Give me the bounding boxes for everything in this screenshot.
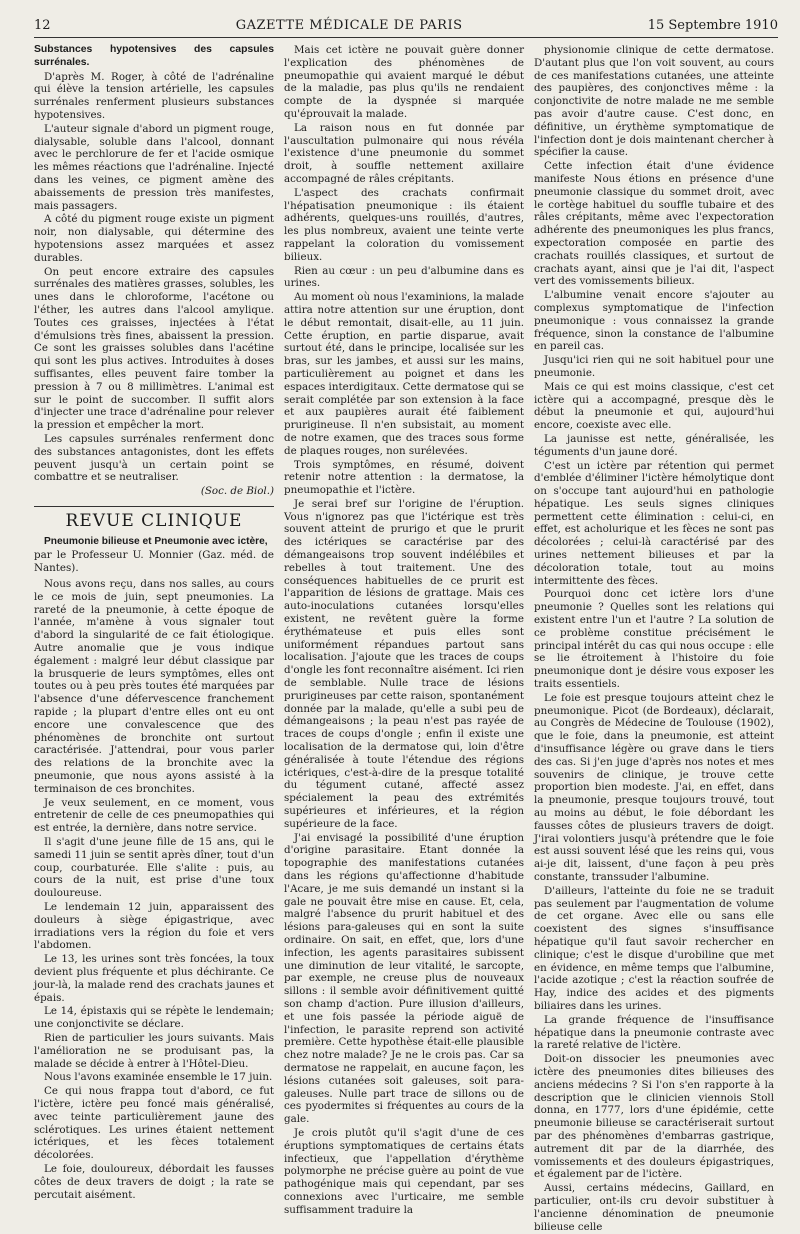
- column-middle: [284, 44, 524, 1234]
- journal-title: GAZETTE MÉDICALE DE PARIS: [235, 18, 463, 33]
- paragraph: Le foie, douloureux, débordait les fausses côtes de deux travers de doigt ; la rate se percutait aisément.: [34, 1162, 274, 1201]
- page-number: 12: [34, 18, 51, 33]
- page-header: [34, 18, 778, 38]
- paragraph: Le 13, les urines sont très foncées, la toux devient plus fréquente et plus déchirante. Ce jour-là, la malade rend des crachats jaunes et épais.: [34, 953, 274, 1004]
- paragraph: J'ai envisagé la possibilité d'une éruption d'origine parasitaire. Etant donnée la topographie des manifestations cutanées dans les régions qu'affectionne d'habitude l'Acare, je me suis demandé un instant si la gale ne pouvait être mise en cause. Et, cela, malgré l'absence du prurit habituel et des lésions para-galeuses qui en sont la suite ordinaire. On sait, en effet, que, lors d'une infection, les agents parasitaires subissent une diminution de leur vitalité, le sarcopte, par exemple, ne creuse plus de nouveaux sillons : il semble avoir définitivement quitté son champ d'action. Pure illusion d'ailleurs, et une fois passée la période aiguë de l'infection, le parasite reprend son activité première. Cette hypothèse était-elle plausible chez notre malade? Je ne le crois pas. Car sa dermatose ne rappelait, en aucune façon, les lésions cutanées soit galeuses, soit para-galeuses. Nulle part trace de sillons ou de ces pyodermites si fréquentes au cours de la gale.: [284, 831, 524, 1126]
- paragraph: Le foie est presque toujours atteint chez le pneumonique. Picot (de Bordeaux), déclarait, au Congrès de Médecine de Toulouse (1902), que le foie, dans la pneumonie, est atteint d'insuffisance légère ou grave dans le tiers des cas. Si j'en juge d'après nos notes et mes souvenirs de clinique, je trouve cette proportion bien modeste. J'ai, en effet, dans la pneumonie, presque toujours trouvé, tout au moins au début, le foie débordant les fausses côtes de plusieurs travers de doigt. J'irai volontiers jusqu'à prétendre que le foie est aussi souvent lésé que les reins qui, vous ai-je dit, laissent, d'une façon à peu près constante, transsuder l'albumine.: [534, 691, 774, 883]
- article-title: Pneumonie bilieuse et Pneumonie avec ictère,: [44, 535, 268, 547]
- column-left: [34, 44, 274, 1234]
- paragraph: C'est un ictère par rétention qui permet d'emblée d'éliminer l'ictère hémolytique dont on s'occupe tant aujourd'hui en pathologie hépatique. Les seuls signes cliniques permettent cette élimination : celui-ci, en effet, est acholurique et les fèces ne sont pas décolorées ; celui-là caractérisé par des urines nettement bilieuses et par la décoloration totale, tout au moins intermittente des fèces.: [534, 459, 774, 587]
- column-right: [534, 44, 774, 1234]
- paragraph: Jusqu'ici rien qui ne soit habituel pour une pneumonie.: [534, 354, 774, 379]
- paragraph: L'albumine venait encore s'ajouter au complexus symptomatique de l'infection pneumonique : vous connaissez la grande fréquence, sinon la constance de l'albumine en pareil cas.: [534, 289, 774, 353]
- paragraph: Le lendemain 12 juin, apparaissent des douleurs à siège épigastrique, avec irradiations vers la région du foie et vers l'abdomen.: [34, 901, 274, 952]
- paragraph: Le 14, épistaxis qui se répète le lendemain; une conjonctivite se déclare.: [34, 1005, 274, 1031]
- paragraph: Ce qui nous frappa tout d'abord, ce fut l'ictère, ictère peu foncé mais généralisé, avec teinte particulièrement jaune des sclérotiques. Les urines étaient nettement ictériques, et les fèces totalement décolorées.: [34, 1085, 274, 1162]
- paragraph: Au moment où nous l'examinions, la malade attira notre attention sur une éruption, dont le début remontait, disait-elle, au 11 juin. Cette éruption, en partie disparue, avait surtout été, dans le principe, localisée sur les bras, sur les jambes, et aussi sur les mains, particulièrement au poignet et dans les espaces interdigitaux. Cette dermatose qui se serait complétée par son extension à la face et aux paupières aurait été faiblement prurigineuse. Il n'en subsistait, au moment de notre examen, que des traces sous forme de plaques rouges, non surélevées.: [284, 291, 524, 457]
- article-byline: par le Professeur U. Monnier (Gaz. méd. de Nantes).: [34, 549, 274, 575]
- paragraph: L'auteur signale d'abord un pigment rouge, dialysable, soluble dans l'alcool, donnant avec le perchlorure de fer et l'acide osmique les mêmes réactions que l'adrénaline. Injecté dans les veines, ce pigment amène des abaissements de pression très manifestes, mais passagers.: [34, 122, 274, 212]
- paragraph: Doit-on dissocier les pneumonies avec ictère des pneumonies dites bilieuses des anciens médecins ? Si l'on s'en rapporte à la description que le clinicien viennois Stoll donna, en 1777, lors d'une épidémie, cette pneumonie bilieuse se caractériserait surtout par des phénomènes d'embarras gastrique, autrement dit par de la diarrhée, des vomissements et des douleurs épigastriques, et également par de l'ictère.: [534, 1053, 774, 1181]
- paragraph: Mais cet ictère ne pouvait guère donner l'explication des phénomènes de pneumopathie qui avaient marqué le début de la maladie, pas plus qu'ils ne rendaient compte de la dyspnée si marquée qu'éprouvait la malade.: [284, 44, 524, 120]
- section-divider: [34, 506, 274, 507]
- paragraph: Rien de particulier les jours suivants. Mais l'amélioration ne se produisant pas, la malade se décide à entrer à l'Hôtel-Dieu.: [34, 1031, 274, 1070]
- paragraph: Les capsules surrénales renferment donc des substances antagonistes, dont les effets peuvent jusqu'à un certain point se combattre et se neutraliser.: [34, 432, 274, 484]
- paragraph: On peut encore extraire des capsules surrénales des matières grasses, solubles, les unes dans le chloroforme, l'acétone ou l'éther, les autres dans l'alcool amylique. Toutes ces graisses, injectées à l'état d'émulsions très fines, abaissent la pression. Ce sont les graisses solubles dans l'acétine qui sont les plus actives. Introduites à doses suffisantes, elles peuvent faire tomber la pression à 7 ou 8 millimètres. L'animal est sur le point de succomber. Il suffit alors d'injecter une trace d'adrénaline pour relever la pression et empêcher la mort.: [34, 265, 274, 432]
- paragraph: La jaunisse est nette, généralisée, les téguments d'un jaune doré.: [534, 432, 774, 458]
- paragraph: Mais ce qui est moins classique, c'est cet ictère qui a accompagné, presque dès le début la pneumonie et qui, aujourd'hui encore, coexiste avec elle.: [534, 380, 774, 432]
- paragraph: La grande fréquence de l'insuffisance hépatique dans la pneumonie contraste avec la rareté relative de l'ictère.: [534, 1013, 774, 1052]
- issue-date: 15 Septembre 1910: [647, 18, 778, 33]
- paragraph: Nous avons reçu, dans nos salles, au cours le ce mois de juin, sept pneumonies. La rareté de la pneumonie, à cette époque de l'année, m'amène à vous signaler tout d'abord la singularité de ce fait étiologique. Autre anomalie que je vous indique également : malgré leur début classique par la brusquerie de leurs symptômes, elles ont toutes ou à peu près toutes été marquées par l'absence d'une défervescence franchement rapide ; la plupart d'entre elles ont eu ont encore une convalescence que des phénomènes de bronchite ont surtout caractérisée. J'attendrai, pour vous parler des relations de la bronchite avec la pneumonie, que nous ayons assisté à la terminaison de ces bronchites.: [34, 578, 274, 795]
- paragraph: D'ailleurs, l'atteinte du foie ne se traduit pas seulement par l'augmentation de volume de cet organe. Avec elle ou sans elle coexistent des signes s'insuffisance hépatique qu'il faut savoir rechercher en clinique; c'est le disque d'urobiline que met en évidence, en même temps que l'albumine, l'acide azotique ; c'est la réaction soufrée de Hay, indice des acides et des pigments biliaires dans les urines.: [534, 884, 774, 1012]
- paragraph: Cette infection était d'une évidence manifeste Nous étions en présence d'une pneumonie classique du sommet droit, avec le cortège habituel du souffle tubaire et des râles crépitants, même avec l'expectoration adhérente des pneumoniques les plus francs, expectoration composée en partie des crachats rouillés classiques, et surtout de crachats ayant, ainsi que je l'ai dit, l'aspect vert des vomissements bilieux.: [534, 160, 774, 288]
- columns: [34, 44, 778, 1234]
- paragraph: Rien au cœur : un peu d'albumine dans es urines.: [284, 264, 524, 290]
- paragraph: Il s'agit d'une jeune fille de 15 ans, qui le samedi 11 juin se sentit après dîner, tout d'un coup, courbaturée. Elle s'alite : puis, au cours de la nuit, est prise d'une toux douloureuse.: [34, 836, 274, 900]
- section-title: REVUE CLINIQUE: [65, 510, 243, 531]
- paragraph: Je veux seulement, en ce moment, vous entretenir de celle de ces pneumopathies qui est entrée, la dernière, dans notre service.: [34, 796, 274, 835]
- paragraph: Trois symptômes, en résumé, doivent retenir notre attention : la dermatose, la pneumopathie et l'ictère.: [284, 458, 524, 497]
- paragraph: La raison nous en fut donnée par l'auscultation pulmonaire qui nous révéla l'existence d'une pneumonie du sommet droit, à souffle nettement axillaire accompagné de râles crépitants.: [284, 121, 524, 185]
- source-signature: (Soc. de Biol.): [200, 485, 274, 498]
- paragraph: Je crois plutôt qu'il s'agit d'une de ces éruptions symptomatiques de certains états infectieux, que l'appellation d'érythème polymorphe ne précise guère au point de vue pathogénique mais qui cependant, par ses connexions avec l'urticaire, me semble suffisamment traduire la: [284, 1126, 524, 1216]
- paragraph: Nous l'avons examinée ensemble le 17 juin.: [44, 1071, 273, 1084]
- paragraph: Je serai bref sur l'origine de l'éruption. Vous n'ignorez pas que l'ictérique est très souvent atteint de prurigo et que le prurit des ictériques se caractérise par des démangeaisons trop souvent indélébiles et rebelles à tout traitement. Une des conséquences habituelles de ce prurit est l'apparition de lésions de grattage. Mais ces auto-inoculations cutanées lorsqu'elles existent, ne revêtent guère la forme érythémateuse et puis elles sont uniformément répandues partout sans localisation. J'ajoute que les traces de coups d'ongle les font reconnaître aisément. Ici rien de semblable. Nulle trace de lésions prurigineuses par cette raison, spontanément donnée par la malade, qu'elle a subi peu de démangeaisons ; la peau n'est pas rayée de traces de coups d'ongle ; enfin il existe une localisation de la dermatose qui, loin d'être généralisée à toute l'étendue des régions ictériques, c'est-à-dire de la presque totalité du tégument cutané, affecté assez spécialement la peau des extrémités supérieures et inférieures, et la région supérieure de la face.: [284, 497, 524, 830]
- article-subhead: Substances hypotensives des capsules surrénales.: [34, 44, 274, 68]
- paragraph: Aussi, certains médecins, Gaillard, en particulier, ont-ils cru devoir substituer à l'ancienne dénomination de pneumonie bilieuse celle: [534, 1182, 774, 1233]
- paragraph: Pourquoi donc cet ictère lors d'une pneumonie ? Quelles sont les relations qui existent entre l'un et l'autre ? La solution de ce problème constitue précisément le principal intérêt du cas qui nous occupe : elle se lie étroitement à l'histoire du foie pneumonique dont je désire vous exposer les traits essentiels.: [534, 588, 774, 691]
- paragraph: L'aspect des crachats confirmait l'hépatisation pneumonique : ils étaient adhérents, quelques-uns rouillés, d'autres, les plus nombreux, avaient une teinte verte rappelant la coloration du vomissement bilieux.: [284, 186, 524, 263]
- paragraph: A côté du pigment rouge existe un pigment noir, non dialysable, qui détermine des hypotensions assez marquées et assez durables.: [34, 213, 274, 264]
- paragraph: physionomie clinique de cette dermatose. D'autant plus que l'on voit souvent, au cours de ces manifestations cutanées, une atteinte des paupières, des conjonctives même : la conjonctivite de notre malade ne me semble pas avoir d'autre cause. C'est donc, en définitive, un érythème symptomatique de l'infection dont je dois maintenant chercher à spécifier la cause.: [534, 44, 774, 159]
- paragraph: D'après M. Roger, à côté de l'adrénaline qui élève la tension artérielle, les capsules surrénales renferment plusieurs substances hypotensives.: [34, 70, 274, 121]
